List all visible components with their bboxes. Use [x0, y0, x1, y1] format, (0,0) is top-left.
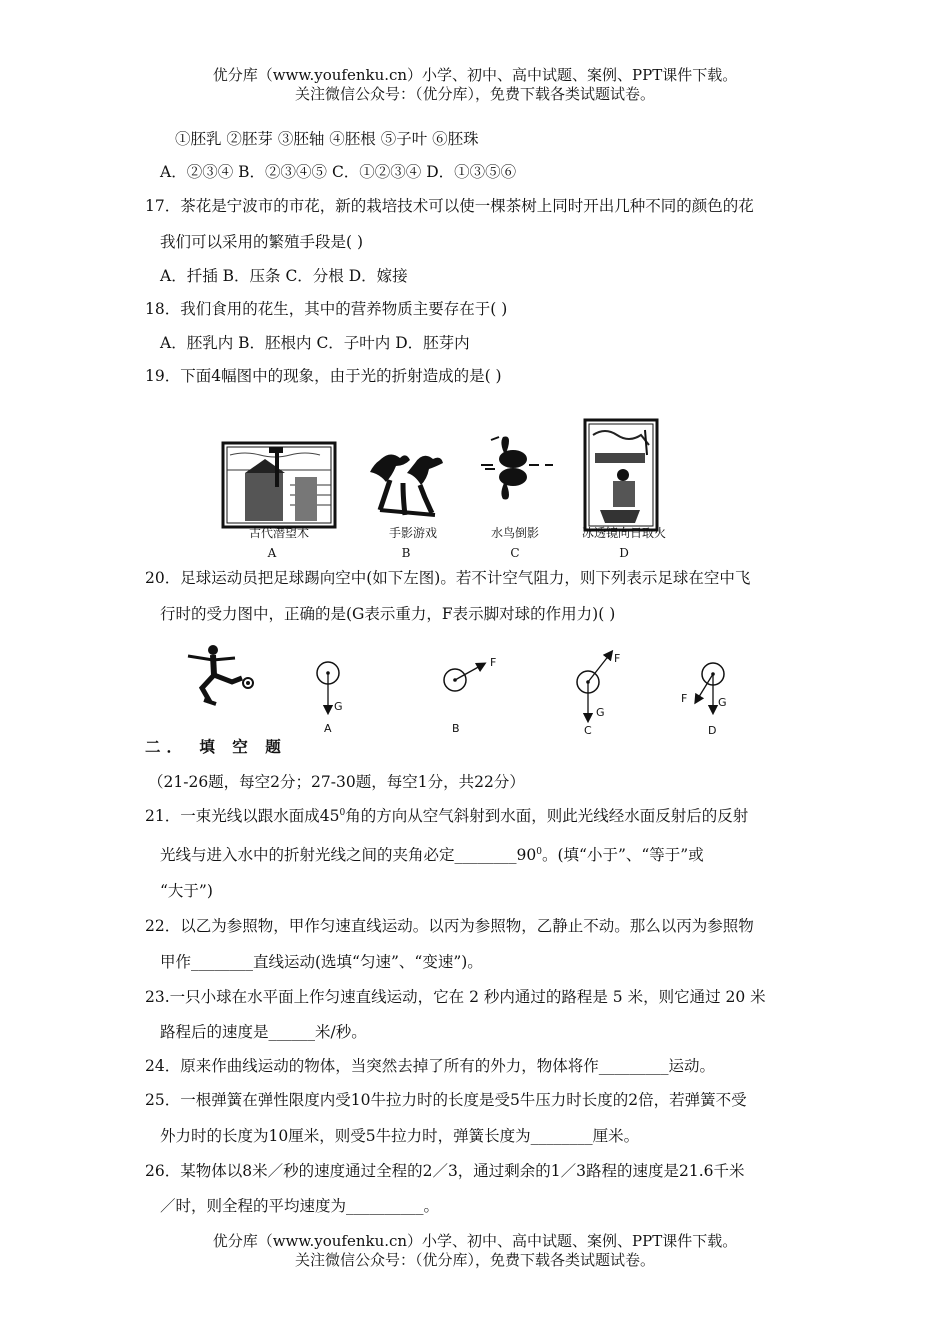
force-diagram-c — [577, 654, 610, 718]
section-2-note: （21-26题，每空2分；27-30题，每空1分，共22分） — [148, 773, 525, 791]
force-label-g-d: G — [718, 696, 727, 709]
q19-letter-d: D — [619, 546, 629, 560]
q19-stem: 19．下面4幅图中的现象，由于光的折射造成的是( ) — [145, 367, 502, 385]
q26-stem-2: ／时，则全程的平均速度为__________。 — [160, 1197, 440, 1215]
q19-caption-c: 水鸟倒影 — [490, 526, 539, 540]
q19-letter-b: B — [401, 546, 411, 560]
force-label-g-a: G — [334, 700, 343, 713]
force-diagram-b — [444, 665, 482, 691]
footer-line-2: 关注微信公众号：（优分库），免费下载各类试题试卷。 — [294, 1251, 655, 1269]
section-2-title: 二． 填 空 题 — [145, 737, 287, 756]
force-label-f-b: F — [490, 656, 497, 669]
q19-caption-d: 冰透镜向日取火 — [581, 526, 666, 540]
force-label-g-c: G — [596, 706, 605, 719]
q20-figure — [180, 640, 740, 740]
q24-stem: 24．原来作曲线运动的物体，当突然去掉了所有的外力，物体将作_________运动。 — [145, 1057, 715, 1075]
q21-stem-3: “大于”) — [160, 882, 213, 900]
q23-stem-2: 路程后的速度是______米/秒。 — [160, 1023, 367, 1041]
q22-stem-2: 甲作________直线运动(选填“匀速”、“变速”)。 — [160, 953, 483, 971]
q23-stem-1: 23.一只小球在水平面上作匀速直线运动，它在 2 秒内通过的路程是 5 米，则它通过 20 米 — [145, 988, 766, 1006]
q20-letter-c: C — [584, 724, 592, 737]
periscope-picture — [223, 443, 335, 527]
q19-letter-a: A — [267, 546, 277, 560]
footer-line-1: 优分库（www.youfenku.cn）小学、初中、高中试题、案例、PPT课件下载。 — [212, 1232, 738, 1250]
hand-shadow-picture — [370, 454, 443, 515]
q17-stem-1: 17．茶花是宁波市的市花，新的栽培技术可以使一棵茶树上同时开出几种不同的颜色的花 — [145, 197, 754, 215]
q21-stem-1: 21．一束光线以跟水面成$45^0$角的方向从空气斜射到水面，则此光线经水面反射后的反射 — [145, 807, 749, 825]
q20-stem-1: 20．足球运动员把足球踢向空中(如下左图)。若不计空气阻力，则下列表示足球在空中飞 — [145, 569, 751, 587]
force-label-f-d: F — [681, 692, 688, 705]
q21-stem-2: 光线与进入水中的折射光线之间的夹角必定$\_\_\_\_\_\_\_\_90^0$。(填“小于”、“等于”或 — [160, 846, 704, 864]
header-line-1: 优分库（www.youfenku.cn）小学、初中、高中试题、案例、PPT课件下载。 — [212, 66, 738, 84]
force-label-f-c: F — [614, 652, 621, 665]
q16-items: ①胚乳 ②胚芽 ③胚轴 ④胚根 ⑤子叶 ⑥胚珠 — [175, 130, 479, 148]
q18-stem: 18．我们食用的花生，其中的营养物质主要存在于( ) — [145, 300, 508, 318]
q19-letter-c: C — [510, 546, 520, 560]
q19-caption-b: 手影游戏 — [388, 526, 437, 540]
q19-caption-a: 古代潜望术 — [248, 526, 309, 540]
header-line-2: 关注微信公众号：（优分库），免费下载各类试题试卷。 — [294, 85, 655, 103]
q16-options: A．②③④ B．②③④⑤ C．①②③④ D．①③⑤⑥ — [160, 163, 517, 181]
q17-stem-2: 我们可以采用的繁殖手段是( ) — [160, 233, 364, 251]
q26-stem-1: 26．某物体以8米／秒的速度通过全程的2／3，通过剩余的1／3路程的速度是21.6千米 — [145, 1162, 745, 1180]
q17-options: A．扦插 B．压条 C．分根 D．嫁接 — [160, 267, 408, 285]
q25-stem-2: 外力时的长度为10厘米，则受5牛拉力时，弹簧长度为________厘米。 — [160, 1127, 640, 1145]
q20-letter-d: D — [708, 724, 717, 737]
bird-reflection-picture — [481, 437, 553, 500]
q22-stem-1: 22．以乙为参照物，甲作匀速直线运动。以丙为参照物，乙静止不动。那么以丙为参照物 — [145, 917, 754, 935]
soccer-player-picture — [188, 645, 253, 704]
q25-stem-1: 25．一根弹簧在弹性限度内受10牛拉力时的长度是受5牛压力时长度的2倍，若弹簧不受 — [145, 1091, 747, 1109]
q20-letter-b: B — [452, 722, 460, 735]
q20-stem-2: 行时的受力图中，正确的是(G表示重力，F表示脚对球的作用力)( ) — [160, 605, 616, 623]
q20-letter-a: A — [324, 722, 332, 735]
q18-options: A．胚乳内 B．胚根内 C．子叶内 D．胚芽内 — [160, 334, 470, 352]
ice-lens-picture — [585, 420, 657, 530]
